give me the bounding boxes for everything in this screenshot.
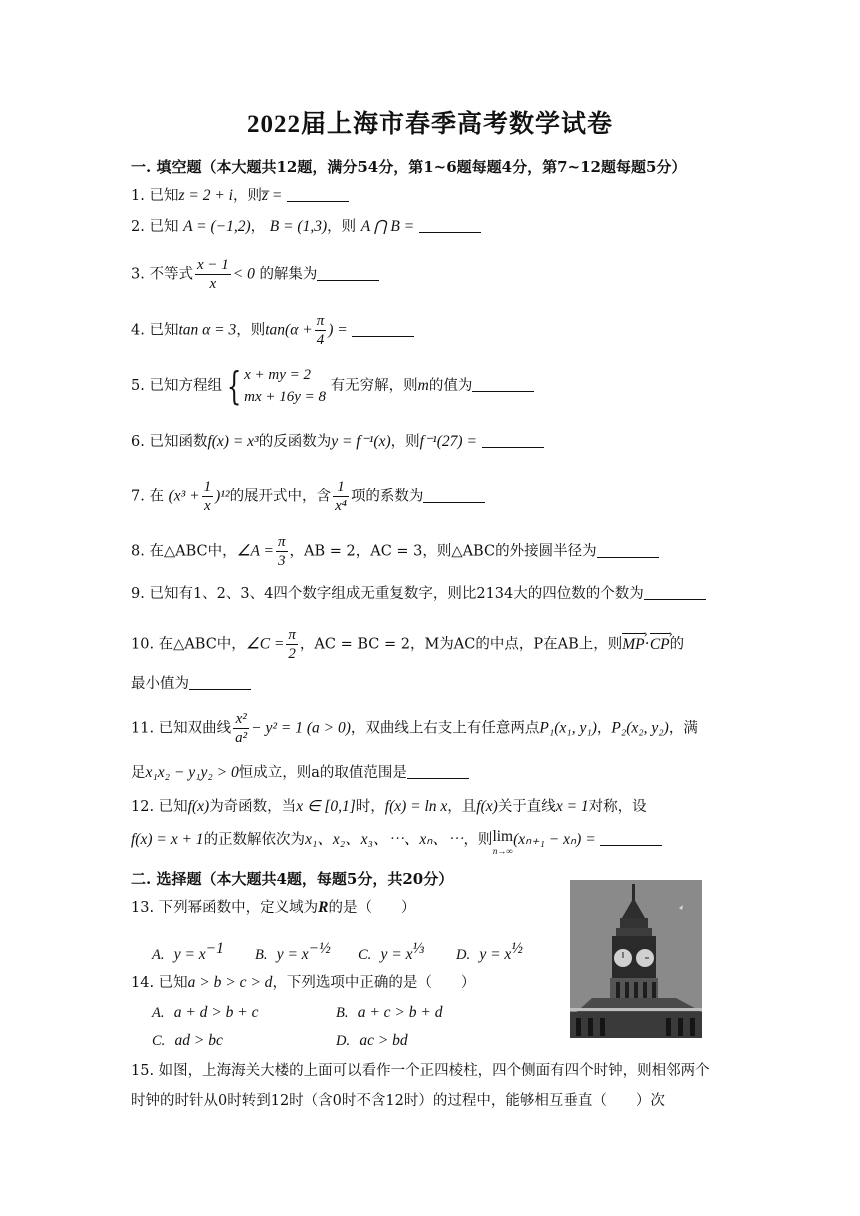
question-10 xyxy=(131,626,684,663)
q13-post: 的是（ ） xyxy=(328,900,416,916)
q3-prefix: 3. 不等式 xyxy=(131,266,193,283)
q7-denominator-2: x⁴ xyxy=(335,498,347,514)
option-label: A. xyxy=(152,1005,165,1021)
q8-fraction xyxy=(276,533,288,570)
q7-expr-b: )¹² xyxy=(215,487,230,505)
q2-prefix: 2. 已知 xyxy=(131,219,179,235)
q13-text: 13. 下列幂函数中，定义域为 xyxy=(131,900,319,916)
q12-roots: x₁、x₂、x₃、⋯、xₙ、⋯ xyxy=(305,831,464,848)
customs-house-clock-tower-image xyxy=(570,880,702,1038)
q12-c: 时， xyxy=(355,799,385,815)
question-11-line-2 xyxy=(131,763,469,783)
q7-post: 项的系数为 xyxy=(350,488,424,505)
q3-numerator: x − 1 xyxy=(196,257,229,273)
q10-vector-cp: CP › xyxy=(650,635,670,655)
q9-text: 9. 已知有1、2、3、4四个数字组成无重复数字，则比2134大的四位数的个数为 xyxy=(131,586,644,602)
q4-expr-a: tan(α + xyxy=(265,321,313,339)
q12-equation: f(x) = x + 1 xyxy=(131,831,204,848)
q12-e: 关于直线 xyxy=(497,799,556,815)
option-label: C. xyxy=(358,946,372,963)
q11-equation: − y² = 1 (a > 0) xyxy=(251,719,351,737)
option-14-d[interactable] xyxy=(336,1032,408,1050)
q5-post2: 的值为 xyxy=(428,378,473,394)
q10-prefix: 10. 在△ABC中， xyxy=(131,636,246,653)
q5-equation-system xyxy=(244,364,326,408)
q3-denominator: x xyxy=(209,276,217,292)
q1-expr: z = 2 + i xyxy=(178,187,233,204)
option-label: A. xyxy=(152,946,165,963)
q7-numerator: 1 xyxy=(203,479,212,495)
question-5 xyxy=(131,364,534,408)
q15-line1: 15. 如图，上海海关大楼的上面可以看作一个正四棱柱，四个侧面有四个时钟，则相邻两个 xyxy=(131,1063,710,1079)
q11-denominator: a² xyxy=(235,730,248,746)
q6-value: f⁻¹(27) = xyxy=(419,433,477,450)
q7-denominator: x xyxy=(204,498,211,514)
option-expr: ad > bc xyxy=(174,1032,223,1049)
q8-numerator: π xyxy=(278,534,286,550)
option-14-b[interactable] xyxy=(336,1004,442,1022)
option-expr: a + c > b + d xyxy=(357,1004,443,1021)
q10-dot: · xyxy=(644,635,650,653)
q14-condition: a > b > c > d xyxy=(187,974,273,991)
q6-mid: 的反函数为 xyxy=(258,434,332,450)
q12-f-text: 对称，设 xyxy=(588,799,647,815)
question-15-line-2 xyxy=(131,1091,665,1111)
q7-prefix: 7. 在 xyxy=(131,488,164,505)
question-13 xyxy=(131,898,416,918)
q4-fraction xyxy=(315,312,327,349)
question-3 xyxy=(131,256,379,293)
q4-given: tan α = 3 xyxy=(178,321,237,339)
answer-blank xyxy=(644,585,706,600)
option-exponent: ⅓ xyxy=(412,940,425,957)
q13-R: R xyxy=(318,899,329,916)
q11-line2-b: 恒成立，则a的取值范围是 xyxy=(238,765,407,781)
question-9 xyxy=(131,584,706,604)
q14-post: ，下列选项中正确的是（ ） xyxy=(272,975,476,991)
q11-point-1: P₁(x₁, y₁) xyxy=(539,719,597,737)
q1-prefix: 1. 已知 xyxy=(131,188,179,204)
q5-eq1: x + my = 2 xyxy=(244,367,312,383)
answer-blank xyxy=(189,675,251,690)
q11-numerator: x² xyxy=(233,710,249,729)
question-12-line-2 xyxy=(131,830,662,858)
q8-denominator: 3 xyxy=(278,553,286,569)
q2-set-b: B = (1,3) xyxy=(269,218,328,235)
option-exponent: −1 xyxy=(205,940,224,957)
question-14 xyxy=(131,973,475,993)
q6-prefix: 6. 已知函数 xyxy=(131,434,208,450)
q7-mid: 的展开式中，含 xyxy=(229,488,332,505)
q11-prefix: 11. 已知双曲线 xyxy=(131,720,232,737)
answer-blank xyxy=(472,377,534,392)
q12-line2-c: ，则 xyxy=(463,832,493,848)
q10-denominator: 2 xyxy=(288,646,296,662)
q6-inverse: y = f⁻¹(x) xyxy=(331,433,391,450)
q5-prefix: 5. 已知方程组 xyxy=(131,378,222,394)
q4-numerator: π xyxy=(316,313,325,329)
q12-lim: lim xyxy=(492,828,514,845)
q4-prefix: 4. 已知 xyxy=(131,322,179,339)
option-label: C. xyxy=(152,1033,166,1049)
question-1 xyxy=(131,186,349,206)
q2-intersection: A ⋂ B = xyxy=(360,218,415,235)
q10-tail: 的 xyxy=(669,636,685,653)
q10-numerator: π xyxy=(288,627,296,643)
q11-point-2: P₂(x₂, y₂) xyxy=(611,719,669,737)
option-13-a[interactable] xyxy=(152,940,224,964)
question-8 xyxy=(131,533,659,570)
q7-numerator-2: 1 xyxy=(333,478,349,497)
option-13-d[interactable] xyxy=(456,940,523,964)
q8-rest-b: 则△ABC的外接圆半径为 xyxy=(436,543,597,560)
option-expr: y = x xyxy=(276,945,309,963)
answer-blank xyxy=(317,266,379,281)
q12-lim-expr: (xₙ₊₁ − xₙ) = xyxy=(513,831,596,848)
q11-tail: ，满 xyxy=(668,720,698,737)
q6-function: f(x) = x³ xyxy=(207,433,259,450)
question-4 xyxy=(131,312,414,349)
option-label: D. xyxy=(456,946,471,963)
q8-angle: ∠A = xyxy=(236,542,275,560)
q10-vector-mp: MP › xyxy=(622,635,644,655)
question-6 xyxy=(131,432,544,452)
q4-expr-b: ) = xyxy=(328,321,348,339)
option-expr: y = x xyxy=(479,945,512,963)
q3-post: 的解集为 xyxy=(259,266,318,283)
answer-blank xyxy=(419,218,481,233)
q8-prefix: 8. 在△ABC中， xyxy=(131,543,237,560)
q10-angle: ∠C = xyxy=(245,635,285,653)
q12-fx: f(x) = ln x xyxy=(384,798,448,815)
q15-line2: 时钟的时针从0时转到12时（含0时不含12时）的过程中，能够相互垂直（ ）次 xyxy=(131,1093,665,1109)
q12-b: 为奇函数，当 xyxy=(209,799,297,815)
q5-eq2: mx + 16y = 8 xyxy=(244,389,327,405)
question-7 xyxy=(131,478,485,515)
q12-line2-b: 的正数解依次为 xyxy=(203,832,306,848)
answer-blank xyxy=(597,543,659,558)
q5-post: 有无穷解，则 xyxy=(330,378,418,394)
q12-a: 12. 已知 xyxy=(131,799,188,815)
left-brace-icon: { xyxy=(226,364,242,408)
option-exponent: ½ xyxy=(511,940,523,957)
answer-blank xyxy=(287,187,349,202)
q7-expr-a: (x³ + xyxy=(168,487,200,505)
q12-f2: f(x) xyxy=(476,798,498,815)
q3-fraction xyxy=(195,256,231,293)
option-13-c[interactable] xyxy=(358,940,424,964)
q11-line2-a: 足 xyxy=(131,765,146,781)
option-14-a[interactable] xyxy=(152,1004,258,1022)
q7-fraction xyxy=(202,478,214,515)
question-12 xyxy=(131,797,647,817)
q8-rest-a: ，AB = 2，AC = 3， xyxy=(289,543,437,560)
q11-fraction xyxy=(233,710,249,747)
q1-mid: ，则 xyxy=(232,188,262,204)
q12-d: ，且 xyxy=(447,799,477,815)
option-14-c[interactable] xyxy=(152,1032,223,1050)
q12-limit xyxy=(492,830,513,858)
q14-text: 14. 已知 xyxy=(131,975,188,991)
option-expr: y = x xyxy=(380,945,413,963)
q10-line2: 最小值为 xyxy=(131,676,189,692)
q12-domain: x ∈ [0,1] xyxy=(296,798,356,815)
answer-blank xyxy=(407,764,469,779)
question-15 xyxy=(131,1061,710,1081)
option-exponent: −½ xyxy=(308,940,331,957)
question-2: 2. 已知 A = (−1,2)， B = (1,3)，则 A ⋂ B = xyxy=(131,217,481,237)
answer-blank xyxy=(600,831,662,846)
q11-sep: ， xyxy=(596,720,612,737)
option-label: B. xyxy=(336,1005,349,1021)
q11-condition: x₁x₂ − y₁y₂ > 0 xyxy=(145,764,239,781)
option-expr: y = x xyxy=(173,945,206,963)
option-label: B. xyxy=(255,946,268,963)
q12-lim-sub: n→∞ xyxy=(492,846,513,856)
q1-conj: z̅ = xyxy=(261,187,283,204)
q4-then: ，则 xyxy=(236,322,266,339)
option-label: D. xyxy=(336,1033,351,1049)
q3-relation: < 0 xyxy=(232,265,255,283)
q12-f: f(x) xyxy=(187,798,210,815)
q11-mid: ，双曲线上右支上有任意两点 xyxy=(350,720,540,737)
answer-blank xyxy=(423,488,485,503)
section-choice-heading: 二. 选择题（本大题共4题，每题5分，共20分） xyxy=(131,870,454,888)
option-expr: a + d > b + c xyxy=(173,1004,259,1021)
page-title: 2022届上海市春季高考数学试卷 xyxy=(246,111,613,138)
option-expr: ac > bd xyxy=(359,1032,408,1049)
q7-fraction-2 xyxy=(333,478,349,515)
q12-line: x = 1 xyxy=(555,798,589,815)
q4-denominator: 4 xyxy=(316,332,325,348)
section-fill-in-heading: 一. 填空题（本大题共12题，满分54分，第1~6题每题4分，第7~12题每题5分） xyxy=(131,158,687,176)
answer-blank xyxy=(352,322,414,337)
option-13-b[interactable] xyxy=(255,940,331,964)
q6-then: ，则 xyxy=(390,434,420,450)
question-11 xyxy=(131,710,698,747)
q5-var: m xyxy=(417,377,429,394)
q10-fraction xyxy=(286,626,298,663)
q10-rest: ，AC = BC = 2，M为AC的中点，P在AB上，则 xyxy=(299,636,623,653)
answer-blank xyxy=(482,433,544,448)
q2-then: ，则 xyxy=(327,219,357,235)
q2-set-a: A = (−1,2) xyxy=(183,218,251,235)
question-10-line-2 xyxy=(131,674,251,694)
